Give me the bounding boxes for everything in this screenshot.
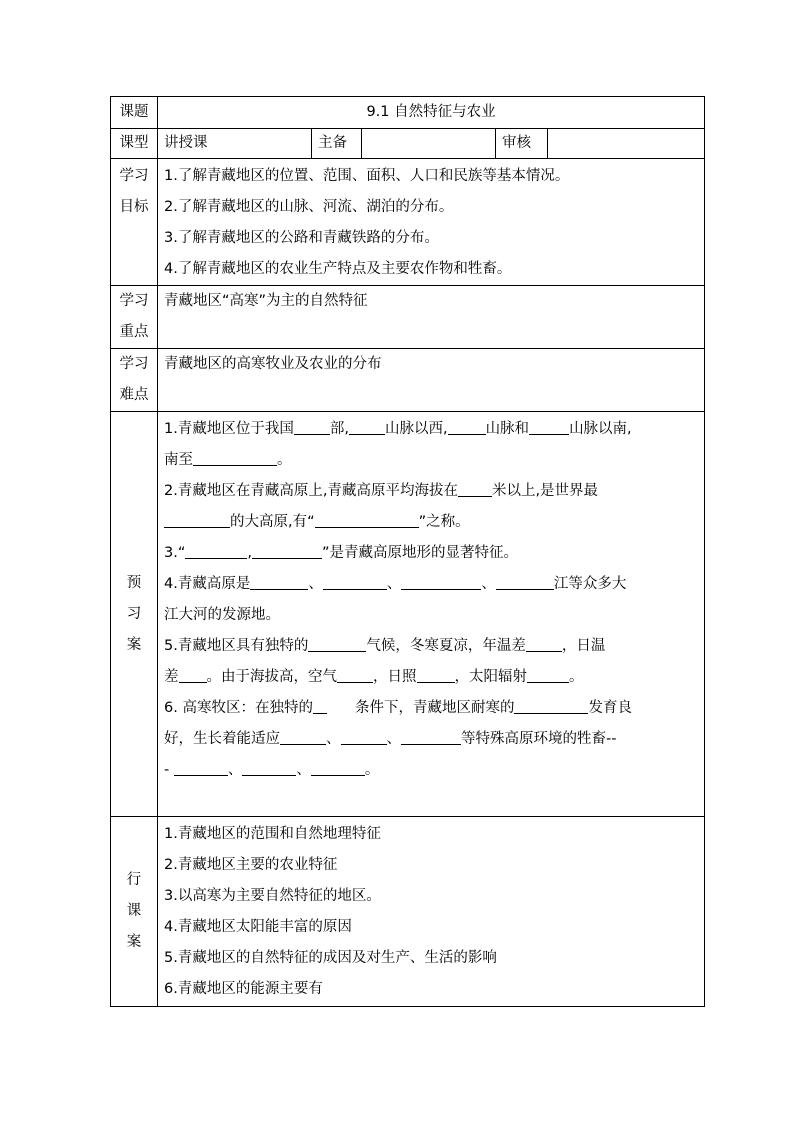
main-label: 主备: [312, 129, 362, 159]
lesson-content: [158, 817, 705, 1007]
topic-label: 课题: [111, 97, 158, 129]
q6-text: 发育良: [588, 700, 632, 716]
key-points-label: [111, 286, 158, 349]
q5-text: 差: [164, 669, 179, 685]
lesson-item: 2.青藏地区主要的农业特征: [164, 857, 338, 873]
q6-blank: [242, 761, 296, 777]
key-points-label-line: 学习: [119, 293, 149, 309]
q1-blank: [529, 420, 569, 436]
preview-q4-line2: 江大河的发源地。: [164, 607, 280, 623]
review-value: [548, 129, 705, 159]
lesson-plan-table: [110, 96, 705, 1007]
goal-item: 2.了解青藏地区的山脉、河流、湖泊的分布。: [164, 199, 454, 215]
q1-text: 南至: [164, 452, 193, 468]
goal-item: 4.了解青藏地区的农业生产特点及主要农作物和牲畜。: [164, 261, 512, 277]
difficulties-text: 青藏地区的高寒牧业及农业的分布: [164, 356, 382, 372]
preview-q1-line2: [164, 445, 698, 476]
q6-blank: [280, 730, 326, 746]
q6-text: 、: [296, 762, 311, 778]
q4-text: 、: [308, 576, 323, 592]
q5-blank: [337, 668, 373, 684]
key-points-row: [111, 286, 705, 349]
difficulties-row: [111, 349, 705, 412]
q6-text: 。: [364, 762, 380, 778]
key-points-label-line: 重点: [119, 324, 149, 340]
q5-text: 气候，冬寒夏凉，年温差: [366, 638, 526, 654]
q6-text: 、: [386, 731, 401, 747]
q4-blank: [496, 575, 554, 591]
q1-blank: [294, 420, 330, 436]
q6-blank: [341, 730, 387, 746]
preview-q2-line2: [164, 507, 698, 538]
key-points-content: [158, 286, 705, 349]
lesson-item: 6.青藏地区的能源主要有: [164, 981, 323, 997]
difficulties-label: [111, 349, 158, 412]
q4-text: 、: [386, 576, 402, 592]
q5-text: ，太阳辐射: [454, 669, 527, 685]
type-value: 讲授课: [158, 129, 312, 159]
difficulties-content: [158, 349, 705, 412]
q1-blank: [448, 420, 486, 436]
q3-blank: [185, 544, 247, 560]
lesson-item: 1.青藏地区的范围和自然地理特征: [164, 826, 381, 842]
q4-text: 、: [481, 576, 496, 592]
goals-label-line: 目标: [119, 199, 149, 215]
goal-item: 3.了解青藏地区的公路和青藏铁路的分布。: [164, 230, 439, 246]
difficulties-label-line: 难点: [119, 387, 149, 403]
q4-blank: [250, 575, 308, 591]
q5-blank: [179, 668, 207, 684]
goal-item: 1.了解青藏地区的位置、范围、面积、人口和民族等基本情况。: [164, 168, 570, 184]
q2-text: ”之称。: [418, 514, 470, 530]
page-title: 9.1 自然特征与农业: [158, 97, 705, 129]
q2-text: 2.青藏地区在青藏高原上,青藏高原平均海拔在: [164, 483, 458, 499]
q6-text: 、: [326, 731, 341, 747]
q5-blank: [308, 637, 366, 653]
q2-blank: [458, 482, 492, 498]
q4-text: 4.青藏高原是: [164, 576, 251, 592]
lesson-label-line: 行: [126, 872, 142, 888]
preview-q3: [164, 538, 698, 569]
q3-text: 3.“: [164, 545, 186, 561]
preview-q2-line1: [164, 476, 698, 507]
difficulties-label-line: 学习: [119, 356, 149, 372]
q6-text: 好，生长着能适应: [164, 731, 280, 747]
q1-text: 山脉以西,: [384, 421, 448, 437]
q6-blank: [311, 761, 365, 777]
q2-text: 米以上,是世界最: [491, 483, 599, 499]
q5-blank: [527, 668, 569, 684]
topic-row: [111, 97, 705, 129]
preview-label-line: 预: [126, 574, 142, 591]
q1-text: 。: [277, 452, 292, 468]
key-points-text: 青藏地区“高寒”为主的自然特征: [164, 293, 368, 309]
q4-blank: [401, 575, 481, 591]
q1-text: 1.青藏地区位于我国: [164, 421, 294, 437]
q6-text: -: [164, 762, 170, 778]
preview-q6-line2: [164, 724, 698, 755]
q3-blank: [252, 544, 322, 560]
preview-content: [158, 412, 705, 817]
lesson-label: [111, 817, 158, 1007]
goals-label: [111, 159, 158, 286]
q3-text: ”是青藏高原地形的显著特征。: [321, 545, 518, 561]
q4-blank: [323, 575, 387, 591]
preview-row: [111, 412, 705, 817]
preview-q4-line1: [164, 569, 698, 600]
q6-blank: [313, 699, 327, 715]
q5-text: ，日照: [373, 669, 417, 685]
q2-blank: [315, 513, 419, 529]
preview-q1-line1: [164, 414, 698, 445]
q5-text: 5.青藏地区具有独特的: [164, 638, 309, 654]
lesson-item: 4.青藏地区太阳能丰富的原因: [164, 919, 352, 935]
q1-blank: [193, 451, 277, 467]
q5-text: 。由于海拔高，空气: [206, 669, 337, 685]
q5-text: 。: [569, 669, 584, 685]
q6-blank: [174, 761, 228, 777]
preview-q5-line2: [164, 662, 698, 693]
q1-text: 山脉以南,: [569, 421, 632, 437]
type-label: 课型: [111, 129, 158, 159]
goals-row: [111, 159, 705, 286]
main-value: [362, 129, 496, 159]
type-row: [111, 129, 705, 159]
preview-q6-line3: [164, 755, 698, 786]
q5-blank: [526, 637, 562, 653]
q6-blank: [514, 699, 588, 715]
q6-blank: [401, 730, 461, 746]
q2-blank: [164, 513, 230, 529]
q1-text: 部,: [329, 421, 349, 437]
q6-text: 、: [227, 762, 243, 778]
review-label: 审核: [496, 129, 548, 159]
goals-content: [158, 159, 705, 286]
lesson-item: 5.青藏地区的自然特征的成因及对生产、生活的影响: [164, 950, 497, 966]
preview-label: [111, 412, 158, 817]
q1-blank: [349, 420, 385, 436]
q4-text: 江等众多大: [553, 576, 627, 592]
preview-label-line: 习: [126, 605, 142, 622]
lesson-item: 3.以高寒为主要自然特征的地区。: [164, 888, 381, 904]
lesson-row: [111, 817, 705, 1007]
q2-text: 的大高原,有“: [230, 514, 315, 530]
q6-text: 6. 高寒牧区：在独特的: [164, 700, 313, 716]
preview-label-line: 案: [126, 636, 142, 653]
q3-text: ,: [247, 545, 252, 561]
lesson-label-line: 课: [126, 903, 142, 919]
q5-blank: [417, 668, 455, 684]
lesson-label-line: 案: [126, 934, 142, 950]
goals-label-line: 学习: [119, 168, 149, 184]
q1-text: 山脉和: [485, 421, 530, 437]
q5-text: ，日温: [561, 638, 606, 654]
preview-q6-line1: [164, 693, 698, 724]
q6-text: 条件下，青藏地区耐寒的: [354, 700, 515, 716]
q6-text: 等特殊高原环境的牲畜--: [461, 731, 617, 747]
preview-q5-line1: [164, 631, 698, 662]
